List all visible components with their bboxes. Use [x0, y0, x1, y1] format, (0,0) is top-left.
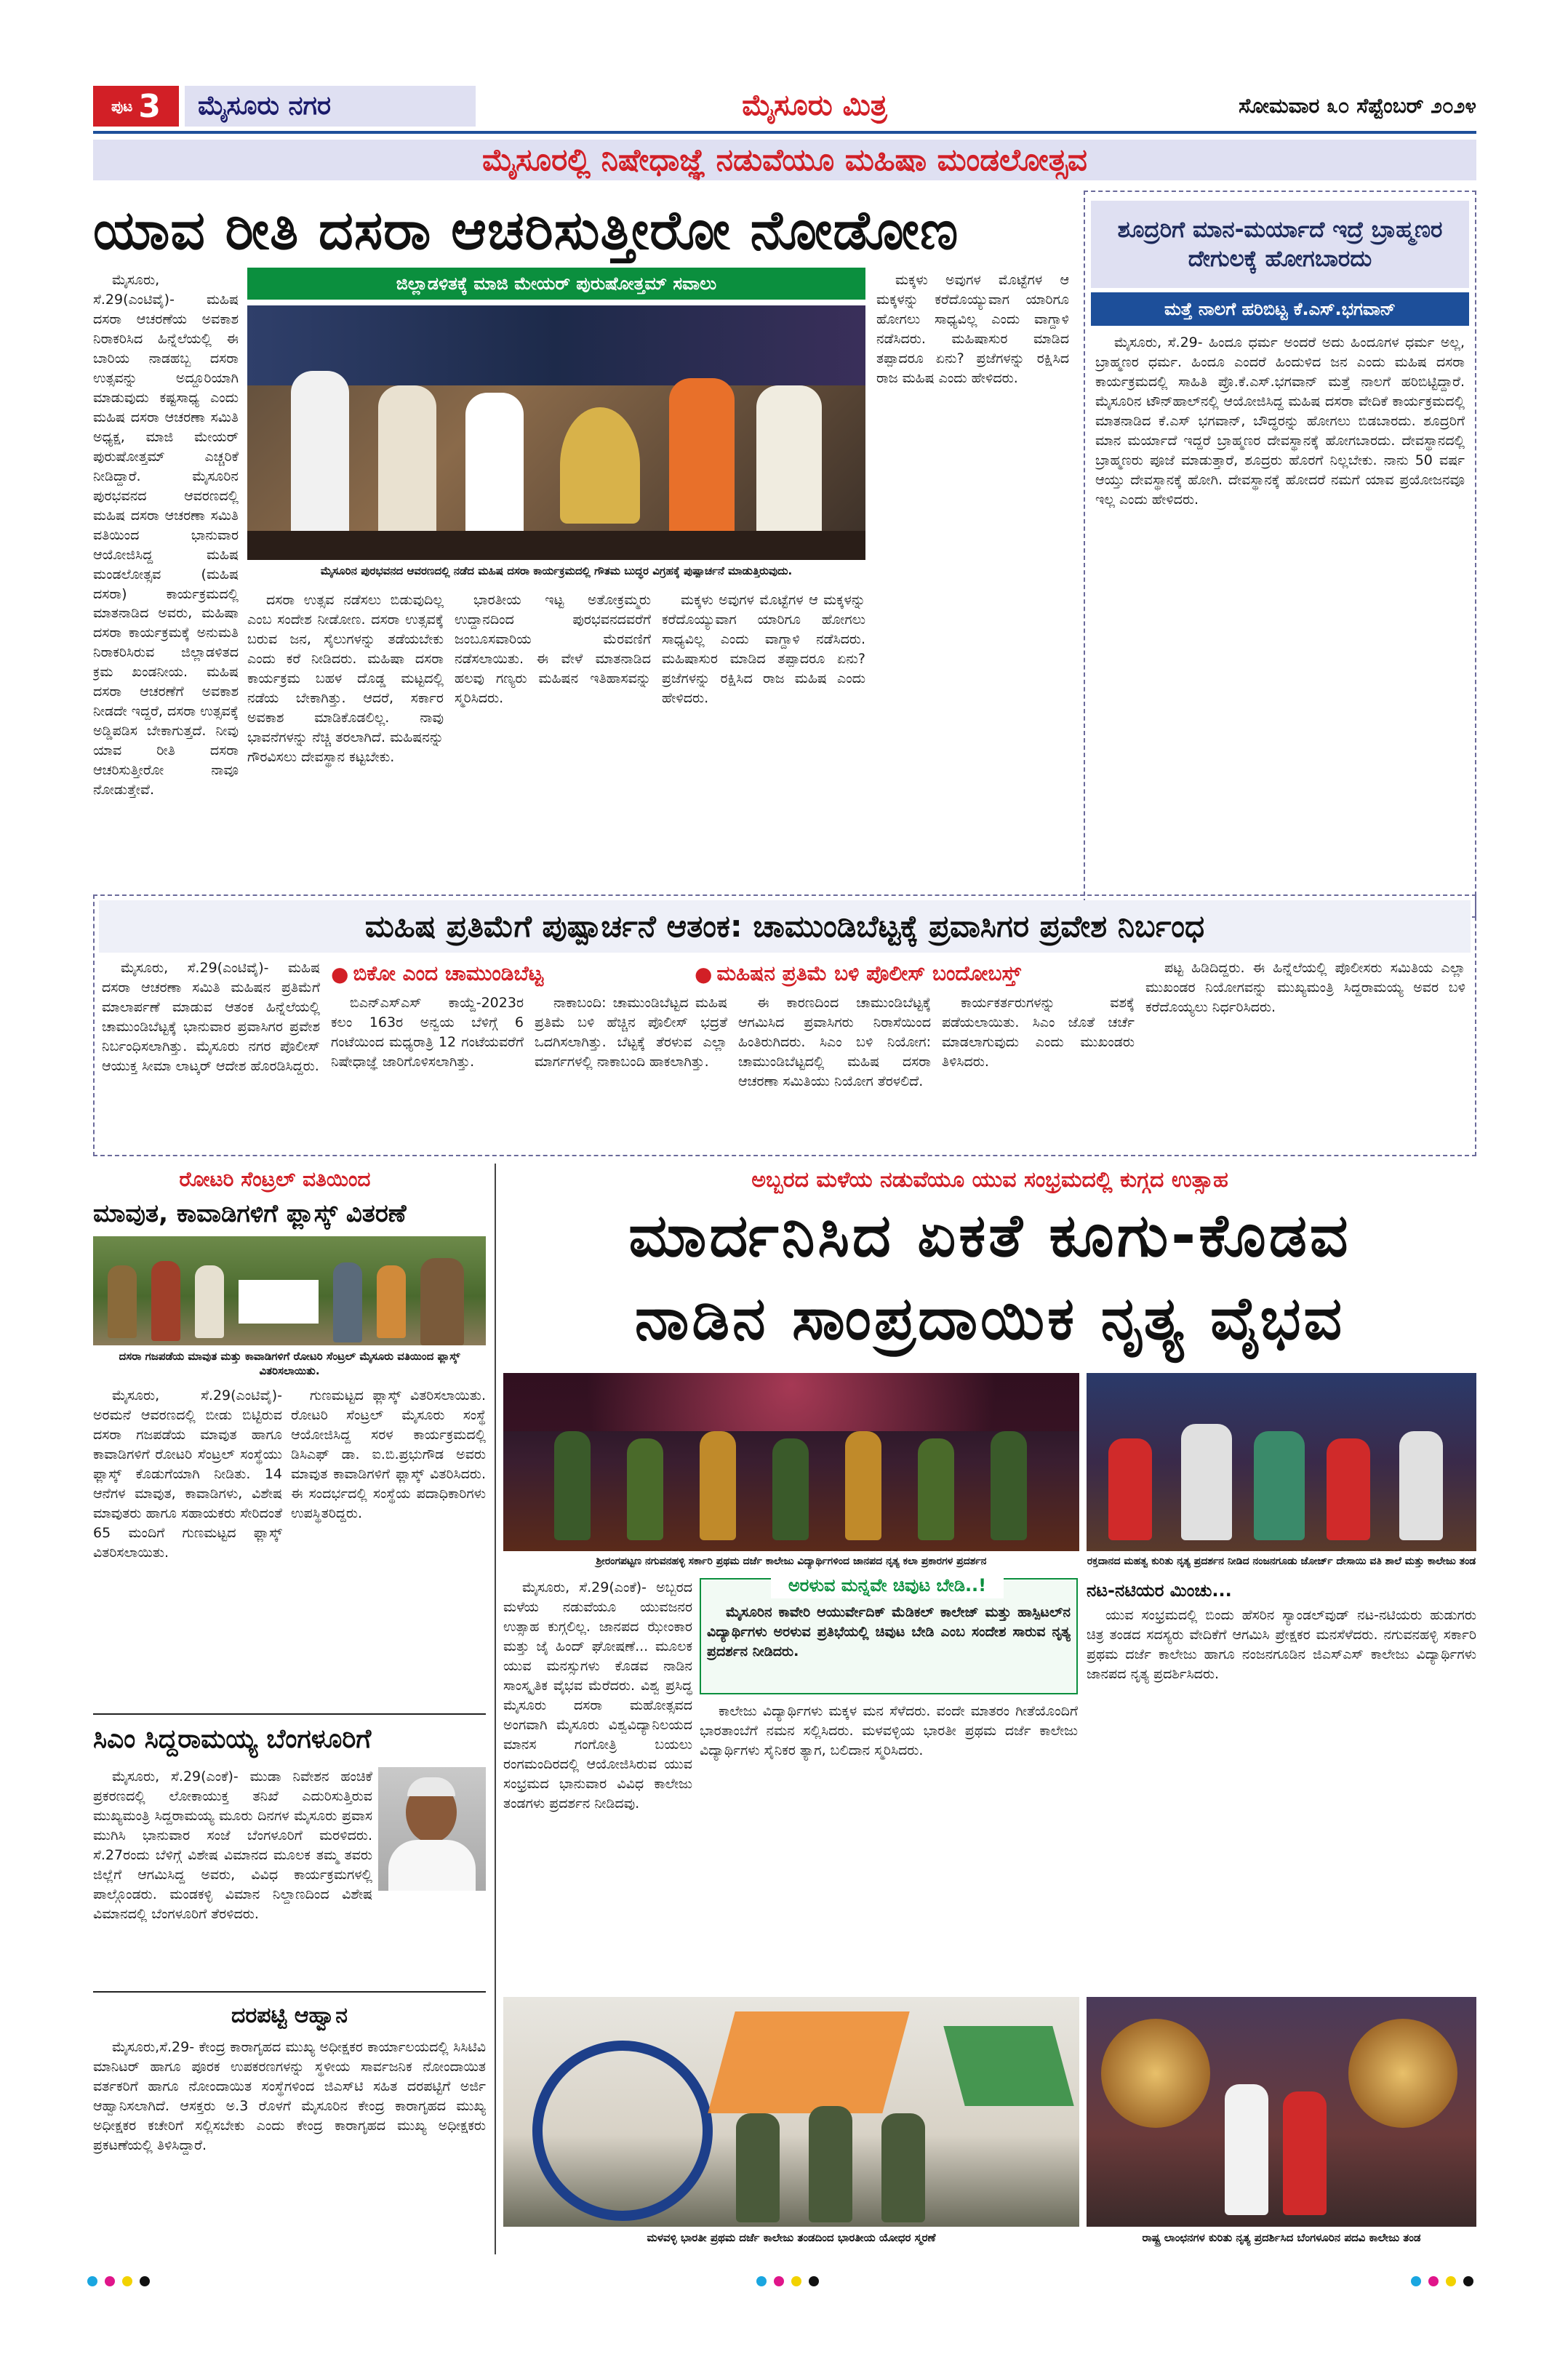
lead-banner: ಮೈಸೂರಲ್ಲಿ ನಿಷೇಧಾಜ್ಞೆ ನಡುವೆಯೂ ಮಹಿಷಾ ಮಂಡಲೋತ್ಸವ — [93, 140, 1476, 180]
page-number: 3 — [138, 87, 161, 125]
cm-body: ಮೈಸೂರು, ಸೆ.29(ಎಂಕೆ)- ಮುಡಾ ನಿವೇಶನ ಹಂಚಿಕೆ ಪ್ರಕರಣದಲ್ಲಿ ಲೋಕಾಯುಕ್ತ ತನಿಖೆ ಎದುರಿಸುತ್ತಿರುವ ಮುಖ್ಯಮಂತ್ರಿ ಸಿದ್ದರಾಮಯ್ಯ ಮೂರು ದಿನಗಳ ಮೈಸೂರು ಪ್ರವಾಸ ಮುಗಿಸಿ ಭಾನುವಾರ ಸಂಜೆ ಬೆಂಗಳೂರಿಗೆ ಮರಳಿದರು. ಸೆ.27ರಂದು ಬೆಳಿಗ್ಗೆ ವಿಶೇಷ ವಿಮಾನದ ಮೂಲಕ ತಮ್ಮ ತವರು ಜಿಲ್ಲೆಗೆ ಆಗಮಿಸಿದ್ದ ಅವರು, ವಿವಿಧ ಕಾರ್ಯಕ್ರಮಗಳಲ್ಲಿ ಪಾಲ್ಗೊಂಡರು. ಮಂಡಕಳ್ಳಿ ವಿಮಾನ ನಿಲ್ದಾಣದಿಂದ ವಿಶೇಷ ವಿಮಾನದಲ್ಲಿ ಬೆಂಗಳೂರಿಗೆ ತೆರಳಿದರು. — [93, 1769, 372, 1922]
page-number-box — [93, 86, 179, 127]
cm-photo — [378, 1767, 486, 1891]
cultural-headline-1: ಮಾರ್ದನಿಸಿದ ಏಕತೆ ಕೂಗು-ಕೊಡವ — [628, 1201, 1351, 1270]
issue-date: ಸೋಮವಾರ ೩೦ ಸೆಪ್ಟೆಂಬರ್ ೨೦೨೪ — [1239, 94, 1476, 118]
register-dot — [87, 2276, 97, 2286]
lead-col-1: ಮೈಸೂರು, ಸೆ.29(ಎಂಟಿವೈ)- ಮಹಿಷ ದಸರಾ ಆಚರಣೆಯ ಅವಕಾಶ ನಿರಾಕರಿಸಿದ ಹಿನ್ನೆಲೆಯಲ್ಲಿ ಈ ಬಾರಿಯ ನಾಡಹಬ್ಬ ದಸರಾ ಉತ್ಸವನ್ನು ಅದ್ದೂರಿಯಾಗಿ ಮಾಡುವುದು ಕಷ್ಟಸಾಧ್ಯ ಎಂದು ಮಹಿಷ ದಸರಾ ಆಚರಣಾ ಸಮಿತಿ ಅಧ್ಯಕ್ಷ, ಮಾಜಿ ಮೇಯರ್ ಪುರುಷೋತ್ತಮ್ ಎಚ್ಚರಿಕೆ ನೀಡಿದ್ದಾರೆ. ಮೈಸೂರಿನ ಪುರಭವನದ ಆವರಣದಲ್ಲಿ ಮಹಿಷ ದಸರಾ ಆಚರಣಾ ಸಮಿತಿ ವತಿಯಿಂದ ಭಾನುವಾರ ಆಯೋಜಿಸಿದ್ದ ಮಹಿಷ ಮಂಡಲೋತ್ಸವ (ಮಹಿಷ ದಸರಾ) ಕಾರ್ಯಕ್ರಮದಲ್ಲಿ ಮಾತನಾಡಿದ ಅವರು, ಮಹಿಷಾ ದಸರಾ ಕಾರ್ಯಕ್ರಮಕ್ಕೆ ಅನುಮತಿ ನಿರಾಕರಿಸಿರುವ ಜಿಲ್ಲಾಡಳಿತದ ಕ್ರಮ ಖಂಡನೀಯ. ಮಹಿಷ ದಸರಾ ಆಚರಣೆಗೆ ಅವಕಾಶ ನೀಡದೇ ಇದ್ದರೆ, ದಸರಾ ಉತ್ಸವಕ್ಕೆ ಅಡ್ಡಿಪಡಿಸ ಬೇಕಾಗುತ್ತದೆ. ನೀವು ಯಾವ ರೀತಿ ದಸರಾ ಆಚರಿಸುತ್ತೀರೋ ನಾವೂ ನೋಡುತ್ತೇವೆ. — [93, 272, 239, 798]
lead-col-2: ದಸರಾ ಉತ್ಸವ ನಡೆಸಲು ಬಿಡುವುದಿಲ್ಲ ಎಂಬ ಸಂದೇಶ ನೀಡೋಣ. ದಸರಾ ಉತ್ಸವಕ್ಕೆ ಬರುವ ಜನ, ಸೈಲುಗಳನ್ನು ತಡೆಯಬೇಕು ಎಂದು ಕರೆ ನೀಡಿದರು. ಮಹಿಷಾ ದಸರಾ ಕಾರ್ಯಕ್ರಮ ಬಹಳ ದೊಡ್ಡ ಮಟ್ಟದಲ್ಲಿ ನಡೆಯ ಬೇಕಾಗಿತ್ತು. ಆದರೆ, ಸರ್ಕಾರ ಅವಕಾಶ ಮಾಡಿಕೊಡಲಿಲ್ಲ. ನಾವು ಭಾವನೆಗಳನ್ನು ನೆಚ್ಚಿ ತರಲಾಗಿದೆ. ಮಹಿಷನನ್ನು ಗೌರವಿಸಲು ದೇವಸ್ಥಾನ ಕಟ್ಟಬೇಕು. — [247, 592, 444, 765]
sidebar-strap: ಮತ್ತೆ ನಾಲಗೆ ಹರಿಬಿಟ್ಟ ಕೆ.ಎಸ್.ಭಗವಾನ್ — [1091, 292, 1469, 326]
lead-col-4: ಮಕ್ಕಳು ಅವುಗಳ ಮೊಟ್ಟೆಗಳ ಆ ಮಕ್ಕಳನ್ನು ಕರೆದೊಯ್ಯುವಾಗ ಯಾರಿಗೂ ಹೋಗಲು ಸಾಧ್ಯವಿಲ್ಲ ಎಂದು ವಾಗ್ದಾಳಿ ನಡೆಸಿದರು. ಮಹಿಷಾಸುರ ಮಾಡಿದ ತಪ್ಪಾದರೂ ಏನು? ಪ್ರಜೆಗಳನ್ನು ರಕ್ಷಿಸಿದ ರಾಜ ಮಹಿಷ ಎಂದು ಹೇಳಿದರು. — [876, 272, 1069, 386]
lead-headline: ಯಾವ ರೀತಿ ದಸರಾ ಆಚರಿಸುತ್ತೀರೋ ನೋಡೋಣ — [93, 199, 959, 262]
second-col-6: ಪಟ್ಟ ಹಿಡಿದಿದ್ದರು. ಈ ಹಿನ್ನೆಲೆಯಲ್ಲಿ ಪೊಲೀಸರು ಸಮಿತಿಯ ಎಲ್ಲಾ ಮುಖಂಡರ ನಿಯೋಗವನ್ನು ಮುಖ್ಯಮಂತ್ರಿ ಸಿದ್ದರಾಮಯ್ಯ ಅವರ ಬಳಿ ಕರೆದೊಯ್ಯಲು ನಿರ್ಧರಿಸಿದರು. — [1145, 960, 1465, 1015]
cultural-col-2: ಕಾಲೇಜು ವಿದ್ಯಾರ್ಥಿಗಳು ಮಕ್ಕಳ ಮನ ಸೆಳೆದರು. ವಂದೇ ಮಾತರಂ ಗೀತೆಯೊಂದಿಗೆ ಭಾರತಾಂಬೆಗೆ ನಮನ ಸಲ್ಲಿಸಿದರು. ಮಳವಳ್ಳಿಯ ಭಾರತೀ ಪ್ರಥಮ ದರ್ಜೆ ಕಾಲೇಜು ವಿದ್ಯಾರ್ಥಿಗಳು ಸೈನಿಕರ ತ್ಯಾಗ, ಬಲಿದಾನ ಸ್ಮರಿಸಿದರು. — [700, 1703, 1078, 1758]
cultural-col-3-title: ನಟ-ನಟಿಯರ ಮಿಂಚು... — [1087, 1580, 1232, 1601]
second-col-1: ಮೈಸೂರು, ಸೆ.29(ಎಂಟಿವೈ)- ಮಹಿಷ ದಸರಾ ಆಚರಣಾ ಸಮಿತಿ ಮಹಿಷನ ಪ್ರತಿಮೆಗೆ ಮಾಲಾರ್ಪಣೆ ಮಾಡುವ ಆತಂಕ ಹಿನ್ನೆಲೆಯಲ್ಲಿ ಚಾಮುಂಡಿಬೆಟ್ಟಕ್ಕೆ ಭಾನುವಾರ ಪ್ರವಾಸಿಗರ ಪ್ರವೇಶ ನಿರ್ಬಂಧಿಸಲಾಗಿತ್ತು. ಮೈಸೂರು ನಗರ ಪೊಲೀಸ್ ಆಯುಕ್ತ ಸೀಮಾ ಲಾಟ್ಕರ್ ಆದೇಶ ಹೊರಡಿಸಿದ್ದರು. — [102, 960, 320, 1074]
bullet-icon: ● — [331, 961, 349, 986]
dance-photo-1 — [503, 1373, 1079, 1551]
register-dot — [1428, 2276, 1439, 2286]
masthead: ಮೈಸೂರು ಮಿತ್ರ — [742, 87, 887, 122]
cultural-box-title: ಅರಳುವ ಮನ್ನವೇ ಚಿವುಟ ಬೇಡಿ..! — [771, 1572, 1004, 1598]
bullet-icon: ● — [695, 961, 713, 986]
second-sub-1: ● ಬಿಕೋ ಎಂದ ಚಾಮುಂಡಿಬೆಟ್ಟ — [331, 961, 543, 986]
sidebar-body: ಮೈಸೂರು, ಸೆ.29- ಹಿಂದೂ ಧರ್ಮ ಅಂದರೆ ಅದು ಹಿಂದೂಗಳ ಧರ್ಮ ಅಲ್ಲ, ಬ್ರಾಹ್ಮಣರ ಧರ್ಮ. ಹಿಂದೂ ಎಂದರೆ ಹಿಂದುಳಿದ ಜನ ಎಂದು ಮಹಿಷ ದಸರಾ ಕಾರ್ಯಕ್ರಮದಲ್ಲಿ ಸಾಹಿತಿ ಪ್ರೊ.ಕೆ.ಎಸ್.ಭಗವಾನ್ ಮತ್ತೆ ನಾಲಗೆ ಹರಿಬಿಟ್ಟಿದ್ದಾರೆ. ಮೈಸೂರಿನ ಟೌನ್‌ಹಾಲ್‌ನಲ್ಲಿ ಆಯೋಜಿಸಿದ್ದ ಮಹಿಷ ದಸರಾ ವೇದಿಕೆ ಕಾರ್ಯಕ್ರಮದಲ್ಲಿ ಮಾತನಾಡಿದ ಕೆ.ಎಸ್ ಭಗವಾನ್, ಬೌದ್ಧರನ್ನು ಹೋಗಲು ಬಿಡಬಾರದು. ಶೂದ್ರರಿಗೆ ಮಾನ ಮರ್ಯಾದೆ ಇದ್ದರೆ ಬ್ರಾಹ್ಮಣರ ದೇವಸ್ಥಾನಕ್ಕೆ ಹೋಗಬಾರದು. ದೇವಸ್ಥಾನದಲ್ಲಿ ಬ್ರಾಹ್ಮಣರು ಪೂಜೆ ಮಾಡುತ್ತಾರೆ, ಶೂದ್ರರು ಹೊರಗೆ ನಿಲ್ಲಬೇಕು. ನಾನು 50 ವರ್ಷ ಆಯ್ತು ದೇವಸ್ಥಾನಕ್ಕೆ ಹೋಗಿ. ದೇವಸ್ಥಾನಕ್ಕೆ ಹೋದರೆ ನಮಗೆ ಯಾವ ಪ್ರಯೋಜನವೂ ಇಲ್ಲ ಎಂದು ಹೇಳಿದರು. — [1095, 335, 1465, 508]
register-dot — [791, 2276, 801, 2286]
sidebar-headline: ಶೂದ್ರರಿಗೆ ಮಾನ-ಮರ್ಯಾದೆ ಇದ್ರೆ ಬ್ರಾಹ್ಮಣರ ದೇಗುಲಕ್ಕೆ ಹೋಗಬಾರದು — [1091, 201, 1469, 288]
register-dot — [122, 2276, 132, 2286]
second-col-3: ನಾಕಾಬಂದಿ: ಚಾಮುಂಡಿಬೆಟ್ಟದ ಮಹಿಷ ಪ್ರತಿಮೆ ಬಳಿ ಹೆಚ್ಚಿನ ಪೊಲೀಸ್ ಭದ್ರತೆ ಒದಗಿಸಲಾಗಿತ್ತು. ಬೆಟ್ಟಕ್ಕೆ ತೆರಳುವ ಎಲ್ಲಾ ಮಾರ್ಗಗಳಲ್ಲಿ ನಾಕಾಬಂದಿ ಹಾಕಲಾಗಿತ್ತು. — [535, 995, 727, 1070]
lead-photo — [247, 305, 865, 560]
second-col-5: ಕಾರ್ಯಕರ್ತರುಗಳನ್ನು ವಶಕ್ಕೆ ಪಡೆಯಲಾಯಿತು. ಸಿಎಂ ಜೊತೆ ಚರ್ಚೆ ಮಾಡಲಾಗುವುದು ಎಂದು ಮುಖಂಡರು ತಿಳಿಸಿದರು. — [942, 995, 1135, 1070]
dance-caption-1: ಶ್ರೀರಂಗಪಟ್ಟಣ ನಗುವನಹಳ್ಳಿ ಸರ್ಕಾರಿ ಪ್ರಥಮ ದರ್ಜೆ ಕಾಲೇಜು ವಿದ್ಯಾರ್ಥಿಗಳಿಂದ ಜಾನಪದ ನೃತ್ಯ ಕಲಾ ಪ್ರಕಾರಗಳ ಪ್ರದರ್ಶನ — [596, 1556, 987, 1567]
register-dot — [1446, 2276, 1456, 2286]
dance-photo-4 — [1087, 1997, 1476, 2227]
second-headline: ಮಹಿಷ ಪ್ರತಿಮೆಗೆ ಪುಷ್ಪಾರ್ಚನೆ ಆತಂಕ: ಚಾಮುಂಡಿಬೆಟ್ಟಕ್ಕೆ ಪ್ರವಾಸಿಗರ ಪ್ರವೇಶ ನಿರ್ಬಂಧ — [99, 900, 1471, 953]
rotary-col-2: ಗುಣಮಟ್ಟದ ಫ್ಲಾಸ್ಕ್ ವಿತರಿಸಲಾಯಿತು. ರೋಟರಿ ಸೆಂಟ್ರಲ್ ಮೈಸೂರು ಸಂಸ್ಥೆ ಆಯೋಜಿಸಿದ್ದ ಸರಳ ಕಾರ್ಯಕ್ರಮದಲ್ಲಿ ಡಿಸಿಎಫ್ ಡಾ. ಐ.ಬಿ.ಪ್ರಭುಗೌಡ ಅವರು ಮಾವುತ ಕಾವಾಡಿಗಳಿಗೆ ಫ್ಲಾಸ್ಕ್ ವಿತರಿಸಿದರು. ಈ ಸಂದರ್ಭದಲ್ಲಿ ಸಂಸ್ಥೆಯ ಪದಾಧಿಕಾರಿಗಳು ಉಪಸ್ಥಿತರಿದ್ದರು. — [291, 1388, 486, 1521]
register-dot — [105, 2276, 115, 2286]
cm-headline: ಸಿಎಂ ಸಿದ್ದರಾಮಯ್ಯ ಬೆಂಗಳೂರಿಗೆ — [93, 1724, 372, 1754]
lead-col-3: ಭಾರತೀಯ ಇಟ್ಟ ಅತೋಕ್ರಮ್ಮರು ಉದ್ದಾನದಿಂದ ಪುರಭವನದವರೆಗೆ ಜಂಬೂಸವಾರಿಯ ಮೆರವಣಿಗೆ ನಡೆಸಲಾಯಿತು. ಈ ವೇಳೆ ಮಾತನಾಡಿದ ಹಲವು ಗಣ್ಯರು ಮಹಿಷನ ಇತಿಹಾಸವನ್ನು ಸ್ಮರಿಸಿದರು. — [455, 592, 651, 706]
column-rule — [495, 1164, 496, 2254]
cultural-kicker: ಅಬ್ಬರದ ಮಳೆಯ ನಡುವೆಯೂ ಯುವ ಸಂಭ್ರಮದಲ್ಲಿ ಕುಗ್ಗದ ಉತ್ಸಾಹ — [751, 1166, 1228, 1193]
register-dot — [774, 2276, 784, 2286]
header-rule — [93, 131, 1476, 134]
section-title: ಮೈಸೂರು ನಗರ — [185, 86, 476, 127]
cultural-box-body: ಮೈಸೂರಿನ ಕಾವೇರಿ ಆಯುರ್ವೇದಿಕ್ ಮೆಡಿಕಲ್ ಕಾಲೇಜ್ ಮತ್ತು ಹಾಸ್ಪಿಟಲ್‌ನ ವಿದ್ಯಾರ್ಥಿಗಳು ಅರಳುವ ಪ್ರತಿಭೆಯಲ್ಲಿ ಚಿವುಟ ಬೇಡಿ ಎಂಬ ಸಂದೇಶ ಸಾರುವ ನೃತ್ಯ ಪ್ರದರ್ಶನ ನೀಡಿದರು. — [707, 1604, 1071, 1660]
rotary-col-1: ಮೈಸೂರು, ಸೆ.29(ಎಂಟಿವೈ)- ಅರಮನೆ ಆವರಣದಲ್ಲಿ ಬೀಡು ಬಿಟ್ಟಿರುವ ದಸರಾ ಗಜಪಡೆಯ ಮಾವುತ ಹಾಗೂ ಕಾವಾಡಿಗಳಿಗೆ ರೋಟರಿ ಸೆಂಟ್ರಲ್ ಸಂಸ್ಥೆಯು ಫ್ಲಾಸ್ಕ್ ಕೊಡುಗೆಯಾಗಿ ನೀಡಿತು. 14 ಆನೆಗಳ ಮಾವುತ, ಕಾವಾಡಿಗಳು, ವಿಶೇಷ ಮಾವುತರು ಹಾಗೂ ಸಹಾಯಕರು ಸೇರಿದಂತೆ 65 ಮಂದಿಗೆ ಗುಣಮಟ್ಟದ ಫ್ಲಾಸ್ಕ್ ವಿತರಿಸಲಾಯಿತು. — [93, 1388, 282, 1561]
dance-photo-2 — [1087, 1373, 1476, 1551]
register-dot — [1411, 2276, 1421, 2286]
page-label: ಪುಟ — [111, 97, 133, 115]
lead-col-3b: ಮಕ್ಕಳು ಅವುಗಳ ಮೊಟ್ಟೆಗಳ ಆ ಮಕ್ಕಳನ್ನು ಕರೆದೊಯ್ಯುವಾಗ ಯಾರಿಗೂ ಹೋಗಲು ಸಾಧ್ಯವಿಲ್ಲ ಎಂದು ವಾಗ್ದಾಳಿ ನಡೆಸಿದರು. ಮಹಿಷಾಸುರ ಮಾಡಿದ ತಪ್ಪಾದರೂ ಏನು? ಪ್ರಜೆಗಳನ್ನು ರಕ್ಷಿಸಿದ ರಾಜ ಮಹಿಷ ಎಂದು ಹೇಳಿದರು. — [662, 592, 865, 706]
darapatti-headline: ದರಪಟ್ಟಿ ಆಹ್ವಾನ — [231, 2002, 348, 2028]
rotary-kicker: ರೋಟರಿ ಸೆಂಟ್ರಲ್ ವತಿಯಿಂದ — [179, 1167, 371, 1191]
cultural-col-1: ಮೈಸೂರು, ಸೆ.29(ಎಂಕೆ)- ಅಬ್ಬರದ ಮಳೆಯ ನಡುವೆಯೂ ಯುವಜನರ ಉತ್ಸಾಹ ಕುಗ್ಗಲಿಲ್ಲ. ಜಾನಪದ ಝೇಂಕಾರ ಮತ್ತು ಜೈ ಹಿಂದ್ ಘೋಷಣೆ... ಮೂಲಕ ಯುವ ಮನಸ್ಸುಗಳು ಕೊಡವ ನಾಡಿನ ಸಾಂಸ್ಕೃತಿಕ ವೈಭವ ಮೆರೆದರು. ವಿಶ್ವ ಪ್ರಸಿದ್ಧ ಮೈಸೂರು ದಸರಾ ಮಹೋತ್ಸವದ ಅಂಗವಾಗಿ ಮೈಸೂರು ವಿಶ್ವವಿದ್ಯಾನಿಲಯದ ಮಾನಸ ಗಂಗೋತ್ರಿ ಬಯಲು ರಂಗಮಂದಿರದಲ್ಲಿ ಆಯೋಜಿಸಿರುವ ಯುವ ಸಂಭ್ರಮದ ಭಾನುವಾರ ವಿವಿಧ ಕಾಲೇಜು ತಂಡಗಳು ಪ್ರದರ್ಶನ ನೀಡಿದವು. — [503, 1580, 692, 1811]
cultural-col-3: ಯುವ ಸಂಭ್ರಮದಲ್ಲಿ ಬಿಂದು ಹೆಸರಿನ ಸ್ಯಾಂಡಲ್‌ವುಡ್ ನಟ-ನಟಿಯರು ಹುಡುಗರು ಚಿತ್ರ ತಂಡದ ಸದಸ್ಯರು ವೇದಿಕೆಗೆ ಆಗಮಿಸಿ ಪ್ರೇಕ್ಷಕರ ಮನಸೆಳೆದರು. ನಗುವನಹಳ್ಳಿ ಸರ್ಕಾರಿ ಪ್ರಥಮ ದರ್ಜೆ ಕಾಲೇಜು ಹಾಗೂ ನಂಜನಗೂಡಿನ ಜಿಎಸ್‌ಎಸ್ ಕಾಲೇಜು ವಿದ್ಯಾರ್ಥಿಗಳು ಜಾನಪದ ನೃತ್ಯ ಪ್ರದರ್ಶಿಸಿದರು. — [1087, 1607, 1476, 1682]
rotary-photo — [93, 1236, 486, 1345]
dance-caption-2: ರಕ್ತದಾನದ ಮಹತ್ವ ಕುರಿತು ನೃತ್ಯ ಪ್ರದರ್ಶನ ನೀಡಿದ ನಂಜನಗೂಡು ಜೋರ್ಜ್ ದೇಸಾಯಿ ವತಿ ಶಾಲೆ ಮತ್ತು ಕಾಲೇಜು ತಂಡ — [1087, 1556, 1476, 1567]
divider — [93, 1991, 486, 1993]
second-col-2: ಬಿಎನ್‌ಎಸ್‌ಎಸ್ ಕಾಯ್ದೆ-2023ರ ಕಲಂ 163ರ ಅನ್ವಯ ಬೆಳಿಗ್ಗೆ 6 ಗಂಟೆಯಿಂದ ಮಧ್ಯರಾತ್ರಿ 12 ಗಂಟೆಯವರೆಗೆ ನಿಷೇಧಾಜ್ಞೆ ಜಾರಿಗೊಳಿಸಲಾಗಿತ್ತು. — [331, 995, 524, 1070]
register-dot — [809, 2276, 819, 2286]
second-sub-2: ● ಮಹಿಷನ ಪ್ರತಿಮೆ ಬಳಿ ಪೊಲೀಸ್ ಬಂದೋಬಸ್ತ್ — [695, 961, 1021, 986]
register-dot — [756, 2276, 767, 2286]
second-col-4: ಈ ಕಾರಣದಿಂದ ಚಾಮುಂಡಿಬೆಟ್ಟಕ್ಕೆ ಆಗಮಿಸಿದ ಪ್ರವಾಸಿಗರು ನಿರಾಸೆಯಿಂದ ಹಿಂತಿರುಗಿದರು. ಸಿಎಂ ಬಳಿ ನಿಯೋಗ: ಚಾಮುಂಡಿಬೆಟ್ಟದಲ್ಲಿ ಮಹಿಷ ದಸರಾ ಆಚರಣಾ ಸಮಿತಿಯು ನಿಯೋಗ ತೆರಳಲಿದೆ. — [738, 995, 931, 1089]
dance-caption-3: ಮಳವಳ್ಳಿ ಭಾರತೀ ಪ್ರಥಮ ದರ್ಜೆ ಕಾಲೇಜು ತಂಡದಿಂದ ಭಾರತೀಯ ಯೋಧರ ಸ್ಮರಣೆ — [647, 2231, 936, 2244]
rotary-headline: ಮಾವುತ, ಕಾವಾಡಿಗಳಿಗೆ ಫ್ಲಾಸ್ಕ್ ವಿತರಣೆ — [93, 1199, 407, 1228]
divider — [93, 1713, 486, 1715]
dance-photo-3 — [503, 1997, 1079, 2227]
lead-photo-caption: ಮೈಸೂರಿನ ಪುರಭವನದ ಆವರಣದಲ್ಲಿ ನಡೆದ ಮಹಿಷ ದಸರಾ ಕಾರ್ಯಕ್ರಮದಲ್ಲಿ ಗೌತಮ ಬುದ್ಧರ ವಿಗ್ರಹಕ್ಕೆ ಪುಷ್ಪಾರ್ಚನೆ ಮಾಡುತ್ತಿರುವುದು. — [320, 564, 793, 577]
dance-caption-4: ರಾಷ್ಟ್ರ ಲಾಂಛನಗಳ ಕುರಿತು ನೃತ್ಯ ಪ್ರದರ್ಶಿಸಿದ ಬೆಂಗಳೂರಿನ ಪದವಿ ಕಾಲೇಜು ತಂಡ — [1142, 2231, 1421, 2244]
rotary-caption: ದಸರಾ ಗಜಪಡೆಯ ಮಾವುತ ಮತ್ತು ಕಾವಾಡಿಗಳಿಗೆ ರೋಟರಿ ಸೆಂಟ್ರಲ್ ಮೈಸೂರು ವತಿಯಿಂದ ಫ್ಲಾಸ್ಕ್ ವಿತರಿಸಲಾಯಿತು. — [119, 1350, 460, 1377]
register-dot — [140, 2276, 150, 2286]
lead-strap: ಜಿಲ್ಲಾಡಳಿತಕ್ಕೆ ಮಾಜಿ ಮೇಯರ್ ಪುರುಷೋತ್ತಮ್ ಸವಾಲು — [247, 268, 865, 300]
register-dot — [1463, 2276, 1473, 2286]
darapatti-body: ಮೈಸೂರು,ಸೆ.29- ಕೇಂದ್ರ ಕಾರಾಗೃಹದ ಮುಖ್ಯ ಅಧೀಕ್ಷಕರ ಕಾರ್ಯಾಲಯದಲ್ಲಿ ಸಿಸಿಟಿವಿ ಮಾನಿಟರ್ ಹಾಗೂ ಪೂರಕ ಉಪಕರಣಗಳನ್ನು ಸ್ಥಳೀಯ ಸಾರ್ವಜನಿಕ ನೋಂದಾಯಿತ ವರ್ತಕರಿಗೆ ಹಾಗೂ ನೋಂದಾಯಿತ ಸಂಸ್ಥೆಗಳಿಂದ ಜಿಎಸ್‌ಟಿ ಸಹಿತ ದರಪಟ್ಟಿಗೆ ಅರ್ಜಿ ಆಹ್ವಾನಿಸಲಾಗಿದೆ. ಆಸಕ್ತರು ಅ.3 ರೊಳಗೆ ಮೈಸೂರಿನ ಕೇಂದ್ರ ಕಾರಾಗೃಹದ ಮುಖ್ಯ ಅಧೀಕ್ಷಕರ ಕಚೇರಿಗೆ ಸಲ್ಲಿಸಬೇಕು ಎಂದು ಕೇಂದ್ರ ಕಾರಾಗೃಹದ ಮುಖ್ಯ ಅಧೀಕ್ಷಕರು ಪ್ರಕಟಣೆಯಲ್ಲಿ ತಿಳಿಸಿದ್ದಾರೆ. — [93, 2039, 486, 2153]
cultural-headline-2: ನಾಡಿನ ಸಾಂಪ್ರದಾಯಿಕ ನೃತ್ಯ ವೈಭವ — [634, 1284, 1345, 1353]
